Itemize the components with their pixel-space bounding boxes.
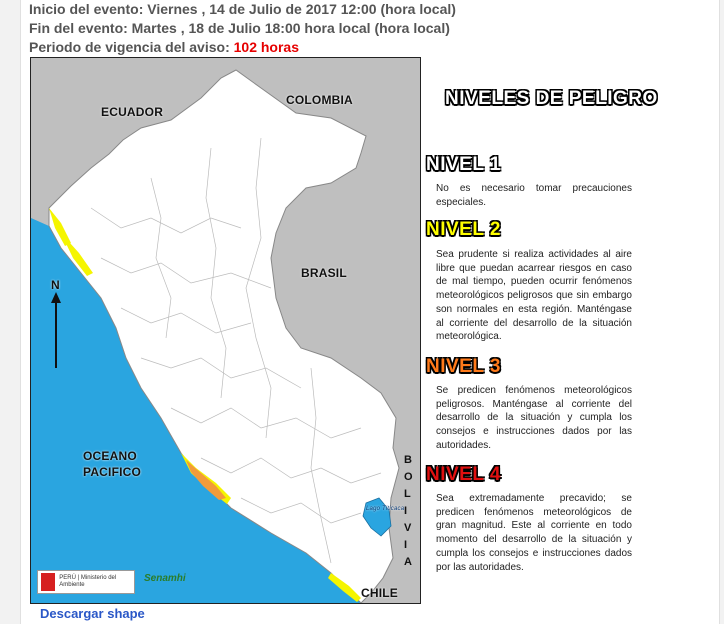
validity-value: 102 horas xyxy=(233,39,299,55)
label-bolivia-l: L xyxy=(404,488,411,500)
label-bolivia-b: B xyxy=(404,454,412,466)
label-brasil: BRASIL xyxy=(301,266,347,280)
lake-label: Lago Titicaca xyxy=(366,506,405,512)
ministry-logo xyxy=(37,570,135,594)
level2-text: Sea prudente si realiza actividades al aire libre que puedan acarrear riesgos en caso de mal tiempo, pueden ocurrir fenómenos meteorológicos peligrosos que sin embargo son normales en esta región. Manténgase al corriente del desarrollo de la situación meteorológica. xyxy=(436,249,632,343)
label-bolivia-i: I xyxy=(404,505,408,517)
peru-flag-icon xyxy=(41,573,55,591)
north-label: N xyxy=(51,278,60,292)
event-start: Inicio del evento: Viernes , 14 de Julio de 2017 12:00 (hora local) xyxy=(29,1,456,17)
senamhi-logo: Senamhi xyxy=(144,573,186,584)
level3-heading: NIVEL 3 xyxy=(426,356,501,377)
peru-map-graphic xyxy=(31,58,420,603)
label-ecuador: ECUADOR xyxy=(101,105,164,119)
event-end: Fin del evento: Martes , 18 de Julio 18:00 hora local (hora local) xyxy=(29,20,450,36)
legend-title: NIVELES DE PELIGRO xyxy=(445,88,658,109)
label-bolivia-v: V xyxy=(404,522,412,534)
level4-text: Sea extremadamente precavido; se predicen fenómenos meteorológicos de gran magnitud. Este al corriente en todo momento del desarrollo de la situación y cumpla los consejos e instrucciones dados por las autoridades. xyxy=(436,493,632,573)
ministry-logo-text: PERÚ | Ministerio del Ambiente xyxy=(59,575,117,588)
label-bolivia-o: O xyxy=(404,471,413,483)
level3-text: Se predicen fenómenos meteorológicos peligrosos. Manténgase al corriente del desarrollo de la situación y cumpla los consejos e instrucciones dados por las autoridades. xyxy=(436,385,632,451)
label-chile: CHILE xyxy=(361,586,398,600)
level4-heading: NIVEL 4 xyxy=(426,464,501,485)
label-ocean-line2: PACIFICO xyxy=(83,465,142,479)
label-ocean-line1: OCEANO xyxy=(83,449,137,463)
level1-heading: NIVEL 1 xyxy=(426,154,501,175)
warning-map xyxy=(30,57,421,604)
label-colombia: COLOMBIA xyxy=(286,93,353,107)
download-shape-link[interactable]: Descargar shape xyxy=(40,606,145,621)
validity-label: Periodo de vigencia del aviso: xyxy=(29,39,230,55)
label-bolivia-a: A xyxy=(404,556,412,568)
validity-period xyxy=(29,39,299,55)
level2-heading: NIVEL 2 xyxy=(426,219,501,240)
level1-text: No es necesario tomar precauciones especiales. xyxy=(436,183,632,208)
label-bolivia-i2: I xyxy=(404,539,408,551)
